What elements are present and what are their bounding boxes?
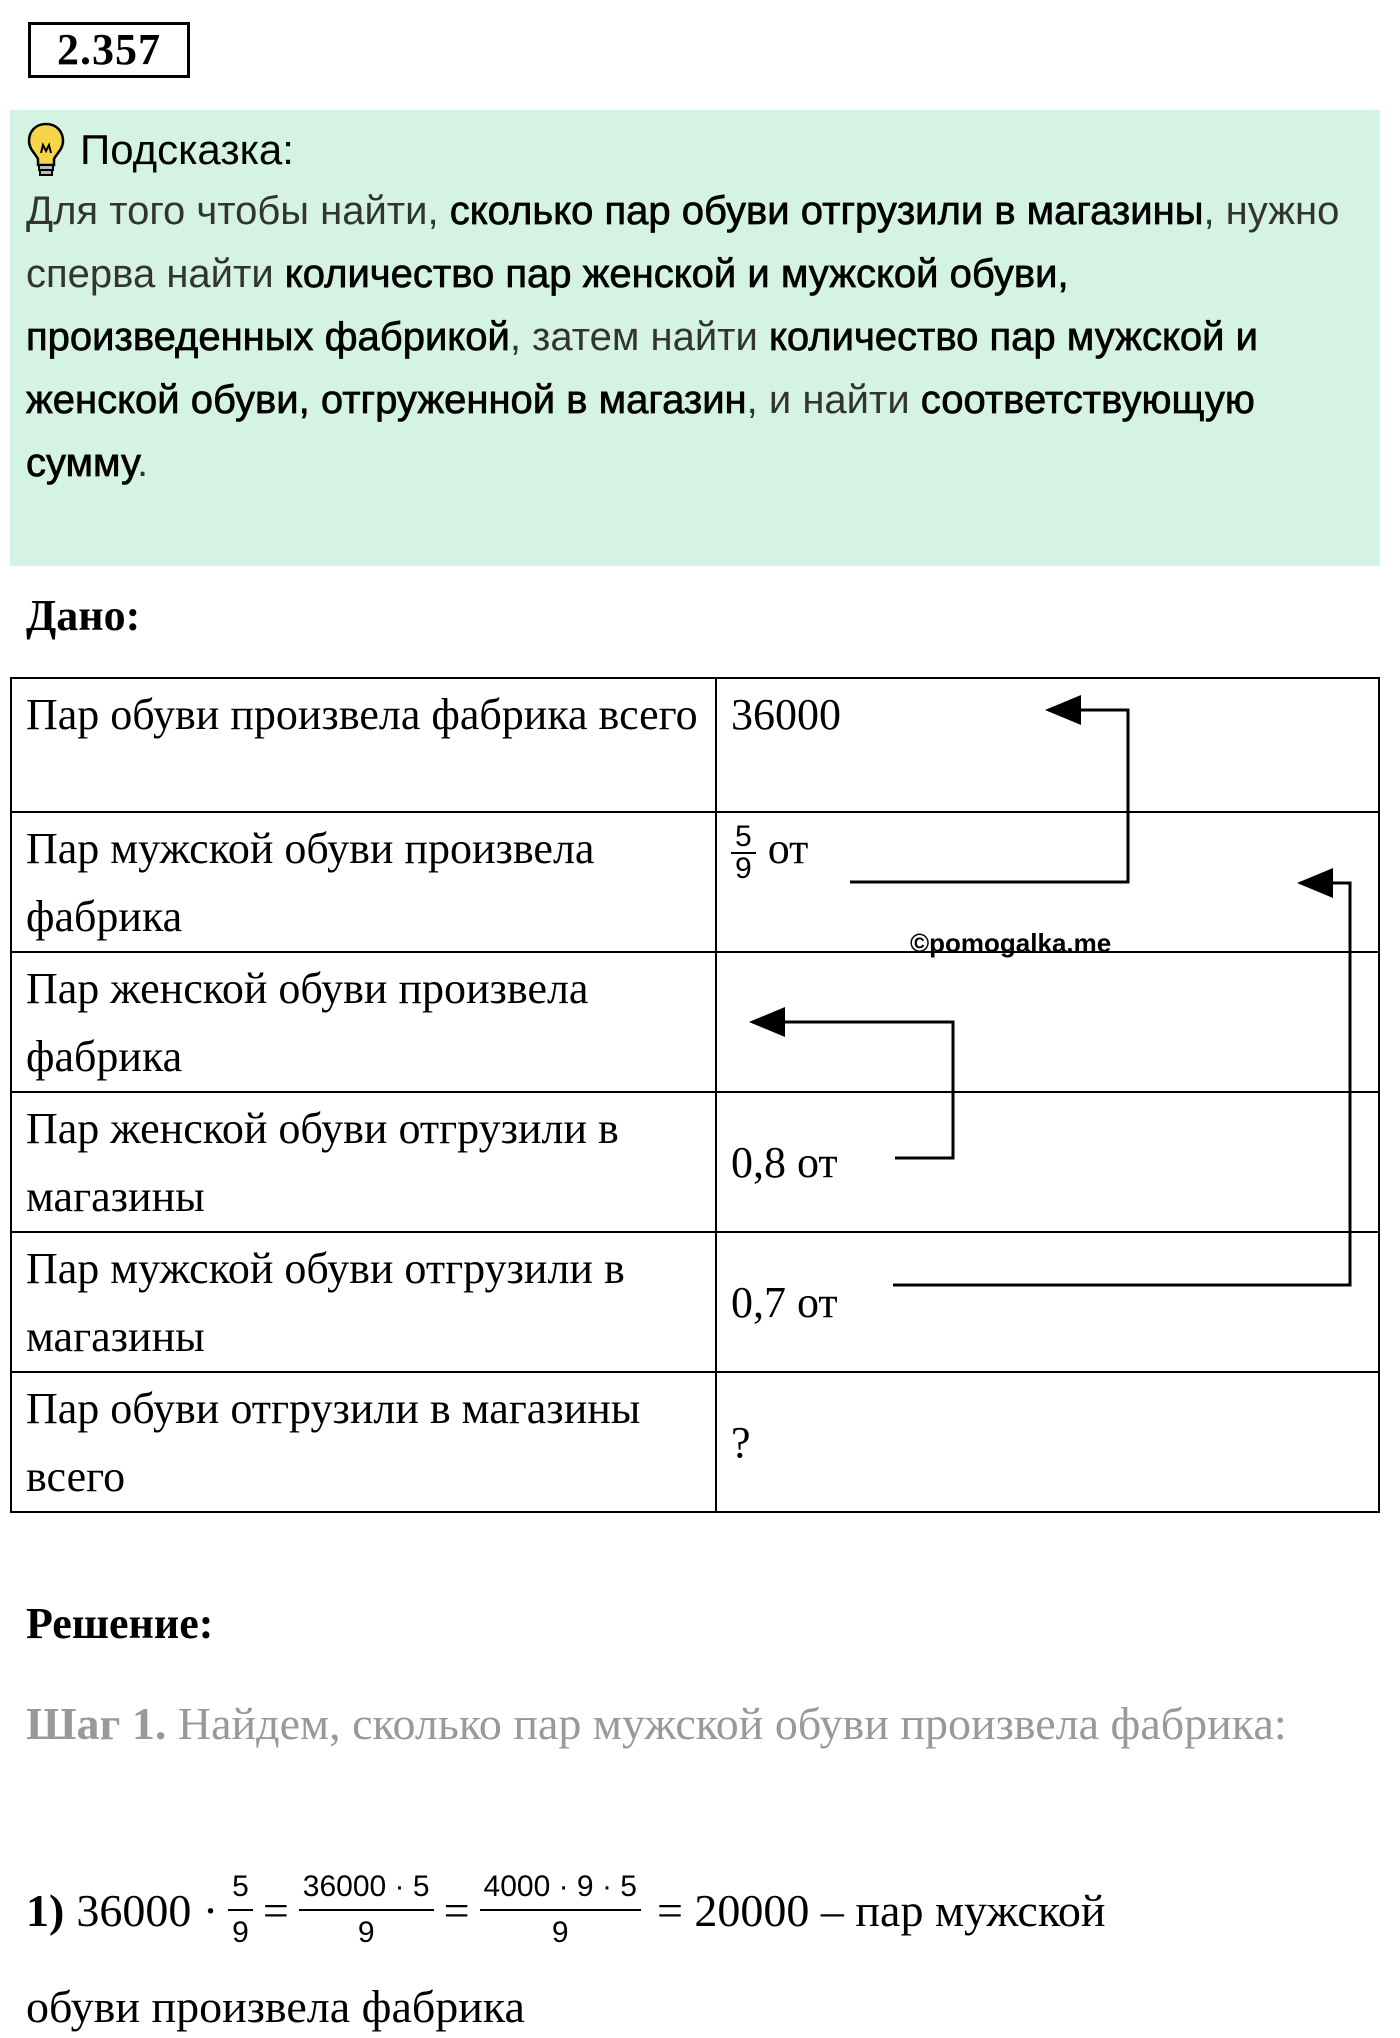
hint-text-part: , нужно сперва найти — [26, 189, 1340, 296]
fraction — [299, 1865, 434, 1955]
arrow-women-shipped — [752, 1022, 953, 1158]
row-label: Пар мужской обуви произвела фабрика — [11, 812, 716, 952]
step-1 — [26, 1680, 1356, 1768]
step-label: Шаг 1. — [26, 1698, 167, 1749]
fraction-denominator: 9 — [357, 1916, 375, 1949]
hint-text-part: . — [137, 441, 149, 485]
arrow-men-to-total — [850, 710, 1128, 882]
equation-result: = 20000 – пар мужской — [656, 1884, 1106, 1936]
step-text: Найдем, сколько пар мужской обуви произвела фабрика: — [166, 1698, 1287, 1749]
row-value-text: от — [767, 824, 809, 873]
hint-bold-part: количество пар мужской и женской обуви, отгруженной в магазин — [26, 315, 1258, 422]
equation — [26, 1860, 1105, 1960]
equation-tail: обуви произвела фабрика — [26, 1981, 525, 2032]
hint-bold-part: количество пар женской и мужской обуви, произведенных фабрикой — [26, 252, 1069, 359]
hint-bold-part: сколько пар обуви отгрузили в магазины — [449, 189, 1204, 233]
row-value: 0,7 от — [716, 1232, 1379, 1372]
row-label: Пар мужской обуви отгрузили в магазины — [11, 1232, 716, 1372]
row-label: Пар обуви отгрузили в магазины всего — [11, 1372, 716, 1512]
fraction — [228, 1865, 253, 1955]
fraction-numerator: 5 — [228, 1865, 253, 1911]
fraction-denominator: 9 — [551, 1916, 569, 1949]
hint-text-part: Для того чтобы найти, — [26, 189, 450, 233]
row-value: ? — [716, 1372, 1379, 1512]
equals-sign: = — [443, 1884, 470, 1936]
hint-text-part: , и найти — [746, 378, 921, 422]
hint-title: Подсказка: — [80, 126, 294, 173]
hint-bold-part: соответствующую сумму — [26, 378, 1255, 485]
fraction-numerator: 4000 · 9 · 5 — [480, 1865, 641, 1911]
fraction-numerator: 36000 · 5 — [299, 1865, 434, 1911]
row-label: Пар женской обуви произвела фабрика — [11, 952, 716, 1092]
problem-number: 2.357 — [28, 22, 190, 78]
equation-number: 1) — [26, 1884, 65, 1936]
fraction — [480, 1865, 641, 1955]
row-value: 36000 — [716, 678, 1379, 812]
hint-text-part: , затем найти — [509, 315, 769, 359]
fraction-denominator: 9 — [735, 851, 752, 885]
given-title: Дано: — [26, 591, 141, 640]
fraction-numerator: 5 — [731, 822, 756, 854]
row-label: Пар обуви произвела фабрика всего — [11, 678, 716, 812]
row-value: 0,8 от — [716, 1092, 1379, 1232]
fraction-denominator: 9 — [232, 1916, 249, 1949]
equation-term: 36000 · — [76, 1884, 219, 1936]
watermark: ©pomogalka.me — [910, 928, 1112, 958]
row-label: Пар женской обуви отгрузили в магазины — [11, 1092, 716, 1232]
equals-sign: = — [262, 1884, 289, 1936]
solution-title: Решение: — [26, 1599, 214, 1648]
